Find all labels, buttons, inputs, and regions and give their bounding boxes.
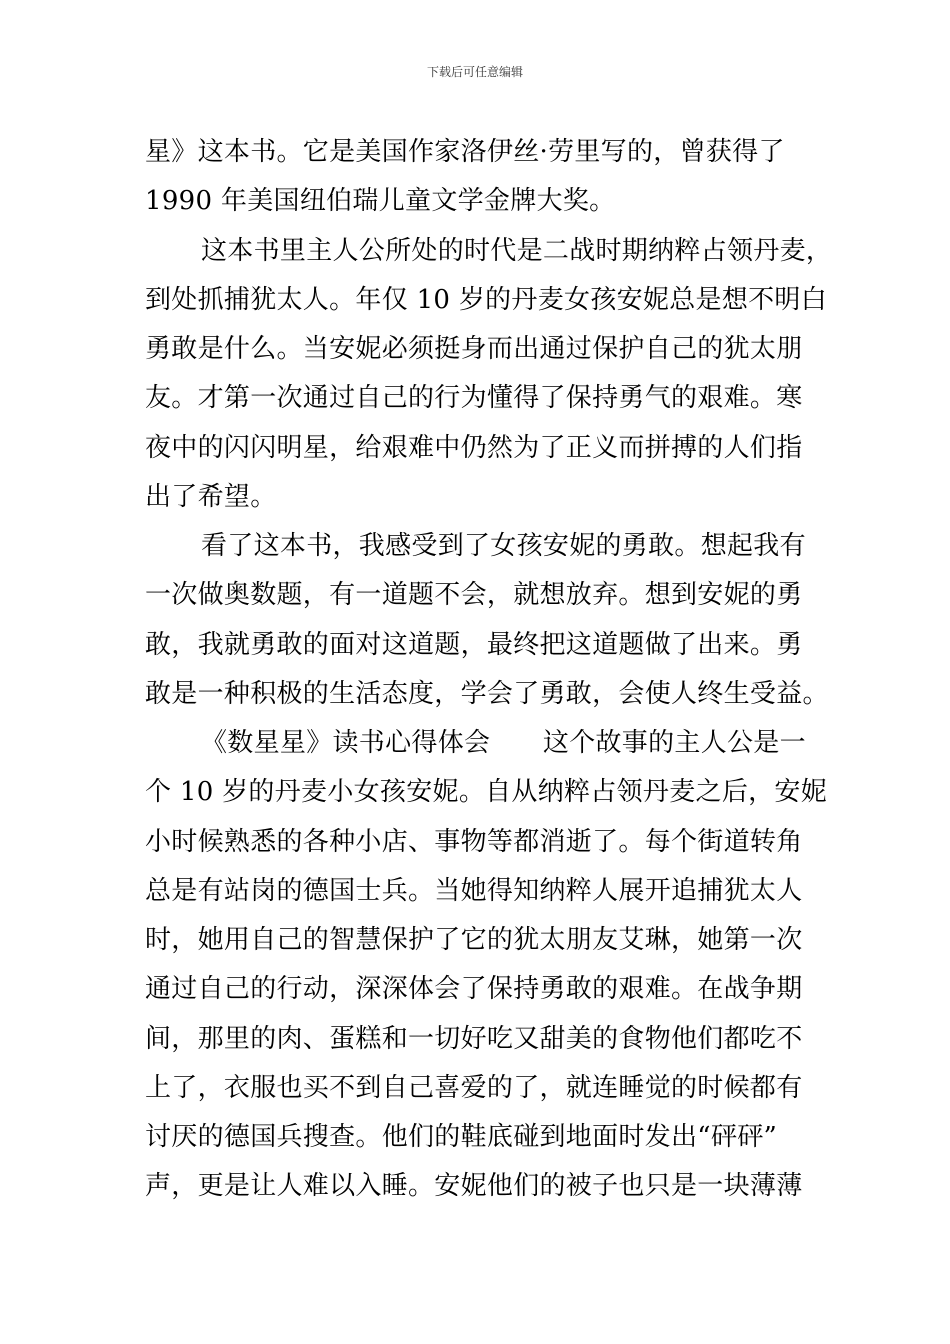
text-line: 出了希望。 <box>145 481 277 512</box>
text-line: 上了，衣服也买不到自己喜爱的了，就连睡觉的时候都有 <box>145 1072 803 1103</box>
text-line: 勇敢是什么。当安妮必须挺身而出通过保护自己的犹太朋 <box>145 334 803 364</box>
page-header: 下载后可任意编辑 <box>426 65 523 79</box>
text-line: 讨厌的德国兵搜查。他们的鞋底碰到地面时发出“砰砰” <box>145 1122 778 1152</box>
text-line: 总是有站岗的德国士兵。当她得知纳粹人展开追捕犹太人 <box>145 875 803 906</box>
text-line: 星》这本书。它是美国作家洛伊丝·劳里写的，曾获得了 <box>145 137 785 167</box>
text-line: 一次做奥数题，有一道题不会，就想放弃。想到安妮的勇 <box>145 580 803 611</box>
paragraph-start-line: 看了这本书，我感受到了女孩安妮的勇敢。想起我有 <box>201 531 806 561</box>
text-line: 声，更是让人难以入睡。安妮他们的被子也只是一块薄薄 <box>145 1171 803 1202</box>
paragraph-start-line: 这本书里主人公所处的时代是二战时期纳粹占领丹麦， <box>201 235 833 266</box>
document-body <box>145 128 833 1212</box>
text-line: 敢，我就勇敢的面对这道题，最终把这道题做了出来。勇 <box>145 629 803 660</box>
text-line: 夜中的闪闪明星，给艰难中仍然为了正义而拼搏的人们指 <box>145 432 803 463</box>
text-line: 1990 年美国纽伯瑞儿童文学金牌大奖。 <box>145 186 616 217</box>
text-line: 时，她用自己的智慧保护了它的犹太朋友艾琳，她第一次 <box>145 925 803 955</box>
text-line: 小时候熟悉的各种小店、事物等都消逝了。每个街道转角 <box>145 826 803 857</box>
text-line: 间，那里的肉、蛋糕和一切好吃又甜美的食物他们都吃不 <box>145 1023 803 1054</box>
text-line: 敢是一种积极的生活态度，学会了勇敢，会使人终生受益。 <box>145 678 829 709</box>
text-line: 通过自己的行动，深深体会了保持勇敢的艰难。在战争期 <box>145 974 803 1005</box>
text-line: 友。才第一次通过自己的行为懂得了保持勇气的艰难。寒 <box>145 383 803 414</box>
paragraph-start-line: 《数星星》读书心得体会 这个故事的主人公是一 <box>201 728 806 758</box>
text-line: 个 10 岁的丹麦小女孩安妮。自从纳粹占领丹麦之后，安妮 <box>145 777 828 808</box>
text-line: 到处抓捕犹太人。年仅 10 岁的丹麦女孩安妮总是想不明白 <box>145 284 828 315</box>
